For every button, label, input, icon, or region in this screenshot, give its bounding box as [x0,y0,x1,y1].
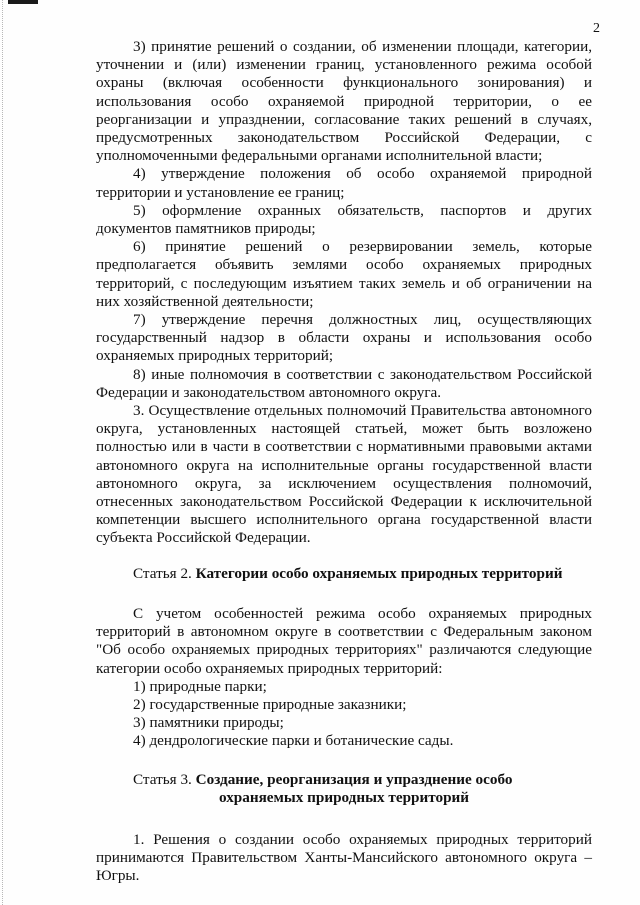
scan-edge-dots [2,0,4,905]
article-3-title-line1: Создание, реорганизация и упразднение особо [195,770,513,788]
document-body [96,38,592,886]
category-item: 3) памятники природы; [133,714,284,732]
section-3-paragraph: 3. Осуществление отдельных полномочий Правительства автономного округа, установленных настоящей статьей, может быть возложено полностью или в части в соответствии с нормативными правовыми актами автономного округа на исполнительные органы государственной власти автономного округа, за исключением осуществления полномочий, отнесенных законодательством Российской Федерации к исключительной компетенции высшего исполнительного органа государственной власти субъекта Российской Федерации. [96,402,592,547]
category-item: 4) дендрологические парки и ботанические сады. [133,732,454,750]
article-2-heading [96,565,592,583]
article-2-title: Категории особо охраняемых природных территорий [195,564,563,582]
category-item: 1) природные парки; [133,677,267,695]
article-3-paragraph-1: 1. Решения о создании особо охраняемых природных территорий принимаются Правительством Ханты-Мансийского автономного округа – Югры. [96,830,592,885]
article-3-heading-line2 [96,789,592,807]
article-3-prefix: Статья 3. [133,770,196,788]
item-8-paragraph: 8) иные полномочия в соответствии с законодательством Российской Федерации и законодательством автономного округа. [96,365,592,401]
item-5-paragraph: 5) оформление охранных обязательств, паспортов и других документов памятников природы; [96,201,592,238]
article-3-title-line2: охраняемых природных территорий [218,788,470,806]
scan-edge-mark [8,0,38,4]
page-number: 2 [593,21,600,36]
item-6-paragraph: 6) принятие решений о резервировании земель, которые предполагается объявить землями особо охраняемых природных территорий, с последующим изъятием таких земель и об ограничении на них хозяйственной деятельности; [96,238,592,310]
article-2-prefix: Статья 2. [133,564,196,582]
article-3-heading [96,771,592,789]
item-3-paragraph: 3) принятие решений о создании, об изменении площади, категории, уточнении и (или) изменении границ, установленного режима особой охраны (включая особенности функционального зонирования) и использования особо охраняемой природной территории, о ее реорганизации и упразднении, согласование таких решений в случаях, предусмотренных законодательством Российской Федерации, с уполномоченными федеральными органами исполнительной власти; [96,38,592,165]
item-4-paragraph: 4) утверждение положения об особо охраняемой природной территории и установление ее границ; [96,165,592,201]
article-2-intro: С учетом особенностей режима особо охраняемых природных территорий в автономном округе в соответствии с Федеральным законом "Об особо охраняемых природных территориях" различаются следующие категории особо охраняемых природных территорий: [96,604,592,677]
item-7-paragraph: 7) утверждение перечня должностных лиц, осуществляющих государственный надзор в области охраны и использования особо охраняемых природных территорий; [96,311,592,365]
category-item: 2) государственные природные заказники; [133,695,407,713]
